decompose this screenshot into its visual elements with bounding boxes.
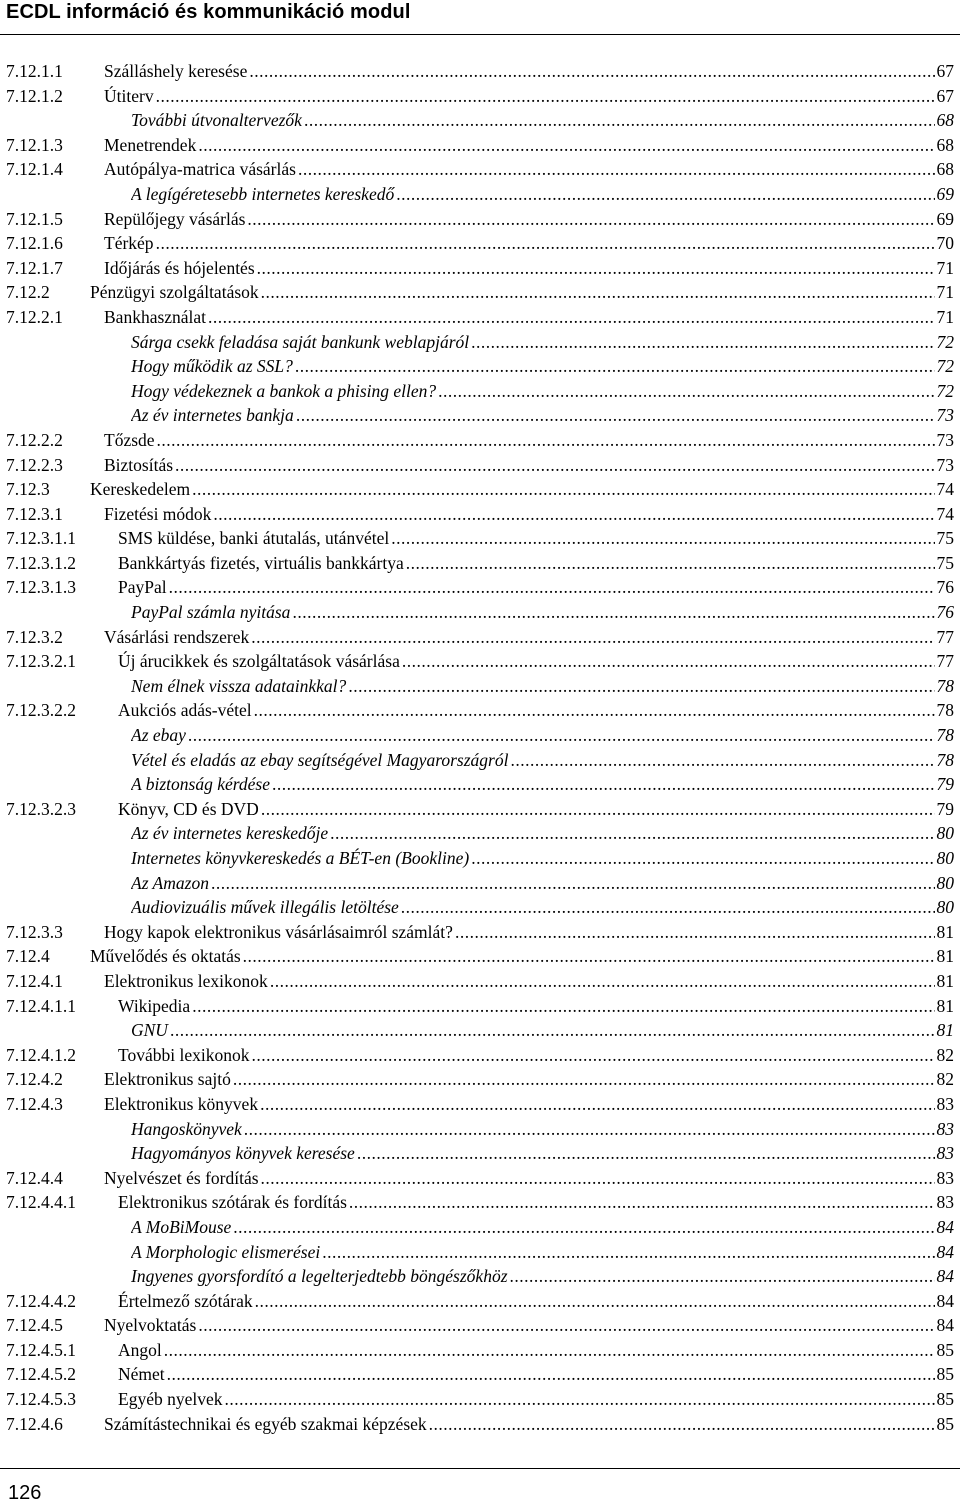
toc-dot-leader xyxy=(401,895,935,920)
toc-entry-page: 83 xyxy=(935,1092,955,1117)
toc-entry-label: Szálláshely keresése xyxy=(104,59,249,84)
toc-entry-number: 7.12.2.2 xyxy=(6,429,63,450)
toc-entry-number: 7.12.3.2.1 xyxy=(6,651,76,672)
toc-dot-leader xyxy=(261,280,935,305)
toc-entry-label: Új árucikkek és szolgáltatások vásárlása xyxy=(118,649,402,674)
toc-entry[interactable] xyxy=(0,182,960,207)
toc-entry-label: Nyelvoktatás xyxy=(104,1313,198,1338)
toc-dot-leader xyxy=(391,526,934,551)
toc-dot-leader xyxy=(406,551,935,576)
toc-entry-label: Könyv, CD és DVD xyxy=(118,797,261,822)
toc-entry-page: 78 xyxy=(935,674,955,699)
toc-entry[interactable] xyxy=(0,1092,960,1117)
toc-entry-number: 7.12.4.5.2 xyxy=(6,1364,76,1385)
toc-entry[interactable] xyxy=(0,600,960,625)
toc-entry-label: PayPal xyxy=(118,575,169,600)
toc-entry-label: Az év internetes bankja xyxy=(131,403,296,428)
page-header xyxy=(0,0,960,35)
toc-entry-page: 70 xyxy=(935,231,955,256)
toc-entry-number: 7.12.3.1.1 xyxy=(6,528,76,549)
toc-entry-label: Angol xyxy=(118,1338,164,1363)
toc-entry-page: 83 xyxy=(935,1117,955,1142)
toc-dot-leader xyxy=(438,379,934,404)
toc-dot-leader xyxy=(330,821,934,846)
toc-entry-page: 82 xyxy=(935,1043,955,1068)
toc-entry-number: 7.12.2 xyxy=(6,282,50,303)
toc-entry-page: 78 xyxy=(935,698,955,723)
toc-entry[interactable] xyxy=(0,477,960,502)
toc-entry-page: 69 xyxy=(935,182,955,207)
toc-entry-number: 7.12.2.3 xyxy=(6,454,63,475)
toc-entry[interactable] xyxy=(0,1067,960,1092)
toc-entry[interactable] xyxy=(0,526,960,551)
toc-entry[interactable] xyxy=(0,1117,960,1142)
toc-dot-leader xyxy=(471,330,934,355)
toc-entry[interactable] xyxy=(0,305,960,330)
toc-entry-number: 7.12.1.4 xyxy=(6,159,63,180)
toc-entry-number: 7.12.1.1 xyxy=(6,61,63,81)
toc-entry-label: A legígéretesebb internetes kereskedő xyxy=(131,182,396,207)
toc-entry-page: 85 xyxy=(935,1387,955,1412)
toc-entry[interactable] xyxy=(0,551,960,576)
page-footer xyxy=(0,1468,960,1510)
toc-entry[interactable] xyxy=(0,575,960,600)
toc-entry-page: 69 xyxy=(935,207,955,232)
header-title: ECDL információ és kommunikáció modul xyxy=(6,1,411,23)
toc-entry-page: 85 xyxy=(935,1362,955,1387)
toc-dot-leader xyxy=(295,354,935,379)
toc-entry-page: 68 xyxy=(935,157,955,182)
toc-entry-page: 74 xyxy=(935,502,955,527)
toc-entry-number: 7.12.4.5 xyxy=(6,1315,63,1336)
toc-entry[interactable] xyxy=(0,231,960,256)
toc-dot-leader xyxy=(224,1387,934,1412)
toc-entry-label: Vétel és eladás az ebay segítségével Magyarországról xyxy=(131,748,510,773)
toc-entry-label: GNU xyxy=(131,1018,170,1043)
toc-entry-number: 7.12.3.2.3 xyxy=(6,798,76,819)
toc-entry-page: 73 xyxy=(935,453,955,478)
toc-entry[interactable] xyxy=(0,108,960,133)
toc-entry-page: 81 xyxy=(935,920,955,945)
toc-entry-label: Útiterv xyxy=(104,84,156,109)
toc-dot-leader xyxy=(243,944,935,969)
toc-entry-label: Wikipedia xyxy=(118,994,192,1019)
toc-dot-leader xyxy=(348,674,934,699)
toc-entry[interactable] xyxy=(0,1264,960,1289)
toc-entry-page: 81 xyxy=(935,994,955,1019)
toc-dot-leader xyxy=(198,1313,934,1338)
toc-entry-page: 81 xyxy=(935,944,955,969)
toc-entry-page: 83 xyxy=(935,1166,955,1191)
toc-entry-page: 74 xyxy=(935,477,955,502)
toc-entry-number: 7.12.3.1 xyxy=(6,503,63,524)
toc-entry-number: 7.12.4.1 xyxy=(6,970,63,991)
toc-entry[interactable] xyxy=(0,649,960,674)
toc-entry[interactable] xyxy=(0,330,960,355)
toc-entry-page: 83 xyxy=(935,1141,955,1166)
toc-entry-page: 81 xyxy=(935,1018,955,1043)
toc-dot-leader xyxy=(211,871,935,896)
toc-entry[interactable] xyxy=(0,1141,960,1166)
toc-entry-page: 81 xyxy=(935,969,955,994)
toc-entry-label: Az ebay xyxy=(131,723,188,748)
toc-entry-page: 71 xyxy=(935,256,955,281)
toc-entry-page: 76 xyxy=(935,600,955,625)
toc-entry-label: Bankkártyás fizetés, virtuális bankkártya xyxy=(118,551,406,576)
toc-entry[interactable] xyxy=(0,207,960,232)
toc-entry-page: 79 xyxy=(935,797,955,822)
toc-entry[interactable] xyxy=(0,256,960,281)
toc-entry-label: Elektronikus sajtó xyxy=(104,1067,233,1092)
toc-dot-leader xyxy=(357,1141,935,1166)
toc-entry[interactable] xyxy=(0,1240,960,1265)
toc-entry[interactable] xyxy=(0,1190,960,1215)
toc-dot-leader xyxy=(156,84,935,109)
toc-dot-leader xyxy=(257,256,935,281)
toc-entry[interactable] xyxy=(0,157,960,182)
toc-dot-leader xyxy=(169,575,935,600)
toc-entry-label: Audiovizuális művek illegális letöltése xyxy=(131,895,401,920)
toc-dot-leader xyxy=(251,625,934,650)
toc-dot-leader xyxy=(208,305,934,330)
toc-entry-label: Elektronikus szótárak és fordítás xyxy=(118,1190,349,1215)
toc-dot-leader xyxy=(396,182,934,207)
toc-dot-leader xyxy=(164,1338,935,1363)
toc-entry-label: Sárga csekk feladása saját bankunk weblapjáról xyxy=(131,330,471,355)
toc-entry-number: 7.12.1.5 xyxy=(6,208,63,229)
toc-entry[interactable] xyxy=(0,994,960,1019)
table-of-contents xyxy=(0,59,960,1436)
toc-entry[interactable] xyxy=(0,698,960,723)
toc-entry-label: További útvonaltervezők xyxy=(131,108,304,133)
toc-entry-label: Számítástechnikai és egyéb szakmai képzések xyxy=(104,1412,429,1437)
toc-entry-number: 7.12.1.6 xyxy=(6,233,63,254)
toc-entry[interactable] xyxy=(0,871,960,896)
toc-entry-label: Hogy védekeznek a bankok a phising ellen? xyxy=(131,379,438,404)
toc-entry-page: 84 xyxy=(935,1313,955,1338)
toc-entry-label: Az Amazon xyxy=(131,871,211,896)
toc-entry[interactable] xyxy=(0,1362,960,1387)
toc-dot-leader xyxy=(261,1166,935,1191)
toc-entry-page: 80 xyxy=(935,846,955,871)
toc-entry-label: Értelmező szótárak xyxy=(118,1289,255,1314)
toc-entry-number: 7.12.4.5.3 xyxy=(6,1389,76,1410)
toc-dot-leader xyxy=(260,1092,934,1117)
toc-entry-number: 7.12.3.1.2 xyxy=(6,552,76,573)
toc-dot-leader xyxy=(192,994,934,1019)
toc-entry-page: 68 xyxy=(935,108,955,133)
toc-entry-label: A MoBiMouse xyxy=(131,1215,233,1240)
toc-entry-page: 79 xyxy=(935,772,955,797)
toc-entry[interactable] xyxy=(0,403,960,428)
toc-dot-leader xyxy=(255,1289,935,1314)
toc-entry-page: 80 xyxy=(935,821,955,846)
page-number: 126 xyxy=(8,1482,42,1504)
toc-dot-leader xyxy=(175,453,934,478)
toc-entry-number: 7.12.4.4.2 xyxy=(6,1290,76,1311)
toc-entry[interactable] xyxy=(0,969,960,994)
toc-entry-label: Menetrendek xyxy=(104,133,198,158)
toc-entry-label: Nem élnek vissza adatainkkal? xyxy=(131,674,348,699)
toc-entry-label: A biztonság kérdése xyxy=(131,772,272,797)
toc-entry-page: 84 xyxy=(935,1240,955,1265)
toc-dot-leader xyxy=(247,207,934,232)
toc-entry-label: Művelődés és oktatás xyxy=(90,944,243,969)
toc-entry-number: 7.12.4.1.2 xyxy=(6,1044,76,1065)
toc-entry-page: 84 xyxy=(935,1289,955,1314)
toc-entry[interactable] xyxy=(0,1166,960,1191)
toc-entry-page: 71 xyxy=(935,280,955,305)
toc-entry[interactable] xyxy=(0,1412,960,1437)
toc-entry-page: 77 xyxy=(935,649,955,674)
toc-dot-leader xyxy=(213,502,934,527)
toc-dot-leader xyxy=(261,797,935,822)
toc-dot-leader xyxy=(156,231,935,256)
toc-entry-number: 7.12.4.2 xyxy=(6,1069,63,1090)
toc-entry-page: 82 xyxy=(935,1067,955,1092)
toc-entry-number: 7.12.4.1.1 xyxy=(6,995,76,1016)
toc-entry[interactable] xyxy=(0,920,960,945)
toc-entry-number: 7.12.3.2.2 xyxy=(6,700,76,721)
toc-entry-label: Biztosítás xyxy=(104,453,175,478)
toc-entry[interactable] xyxy=(0,354,960,379)
toc-dot-leader xyxy=(167,1362,935,1387)
toc-entry-label: A Morphologic elismerései xyxy=(131,1240,322,1265)
toc-entry-number: 7.12.3.3 xyxy=(6,921,63,942)
toc-entry[interactable] xyxy=(0,797,960,822)
toc-entry-label: Vásárlási rendszerek xyxy=(104,625,251,650)
toc-entry-number: 7.12.3.2 xyxy=(6,626,63,647)
toc-entry[interactable] xyxy=(0,1043,960,1068)
toc-entry-page: 75 xyxy=(935,551,955,576)
toc-entry[interactable] xyxy=(0,1387,960,1412)
toc-entry-number: 7.12.3.1.3 xyxy=(6,577,76,598)
toc-entry[interactable] xyxy=(0,846,960,871)
toc-dot-leader xyxy=(298,157,935,182)
toc-entry[interactable] xyxy=(0,1338,960,1363)
toc-entry-label: Hangoskönyvek xyxy=(131,1117,244,1142)
toc-entry-page: 75 xyxy=(935,526,955,551)
toc-dot-leader xyxy=(188,723,935,748)
toc-dot-leader xyxy=(251,1043,934,1068)
toc-entry-page: 80 xyxy=(935,871,955,896)
toc-dot-leader xyxy=(402,649,935,674)
toc-entry-label: Egyéb nyelvek xyxy=(118,1387,224,1412)
toc-entry[interactable] xyxy=(0,674,960,699)
toc-entry[interactable] xyxy=(0,428,960,453)
toc-entry-label: Német xyxy=(118,1362,167,1387)
toc-entry-page: 72 xyxy=(935,379,955,404)
toc-entry-page: 78 xyxy=(935,723,955,748)
toc-entry-page: 68 xyxy=(935,133,955,158)
toc-dot-leader xyxy=(429,1412,935,1437)
toc-entry-page: 72 xyxy=(935,354,955,379)
toc-entry[interactable] xyxy=(0,1018,960,1043)
toc-entry[interactable] xyxy=(0,133,960,158)
toc-entry-number: 7.12.4.3 xyxy=(6,1093,63,1114)
toc-entry-page: 67 xyxy=(935,84,955,109)
toc-entry-label: Kereskedelem xyxy=(90,477,192,502)
toc-entry[interactable] xyxy=(0,944,960,969)
toc-entry[interactable] xyxy=(0,625,960,650)
toc-entry-label: SMS küldése, banki átutalás, utánvétel xyxy=(118,526,391,551)
toc-entry-label: Autópálya-matrica vásárlás xyxy=(104,157,298,182)
toc-entry[interactable] xyxy=(0,379,960,404)
toc-entry-label: Hogy működik az SSL? xyxy=(131,354,295,379)
toc-entry-label: Tőzsde xyxy=(104,428,157,453)
toc-entry[interactable] xyxy=(0,772,960,797)
toc-dot-leader xyxy=(455,920,935,945)
toc-entry[interactable] xyxy=(0,502,960,527)
toc-entry-number: 7.12.1.3 xyxy=(6,134,63,155)
toc-dot-leader xyxy=(244,1117,935,1142)
toc-entry-page: 83 xyxy=(935,1190,955,1215)
toc-entry[interactable] xyxy=(0,59,960,84)
toc-entry-page: 84 xyxy=(935,1215,955,1240)
toc-entry-page: 67 xyxy=(935,59,955,84)
toc-entry-label: Ingyenes gyorsfordító a legelterjedtebb böngészőkhöz xyxy=(131,1264,510,1289)
toc-entry-label: Aukciós adás-vétel xyxy=(118,698,254,723)
toc-entry-label: Fizetési módok xyxy=(104,502,213,527)
toc-entry-label: Nyelvészet és fordítás xyxy=(104,1166,261,1191)
toc-entry-label: További lexikonok xyxy=(118,1043,251,1068)
toc-dot-leader xyxy=(254,698,935,723)
toc-entry[interactable] xyxy=(0,821,960,846)
toc-dot-leader xyxy=(233,1067,935,1092)
toc-dot-leader xyxy=(157,428,935,453)
toc-dot-leader xyxy=(270,969,935,994)
toc-entry-number: 7.12.4.6 xyxy=(6,1413,63,1434)
toc-entry-label: Hogy kapok elektronikus vásárlásaimról számlát? xyxy=(104,920,455,945)
toc-entry-page: 72 xyxy=(935,330,955,355)
toc-entry-label: Az év internetes kereskedője xyxy=(131,821,330,846)
toc-dot-leader xyxy=(510,748,934,773)
toc-entry-label: Elektronikus könyvek xyxy=(104,1092,260,1117)
toc-entry-page: 73 xyxy=(935,428,955,453)
toc-entry[interactable] xyxy=(0,280,960,305)
toc-dot-leader xyxy=(304,108,935,133)
toc-entry-label: Időjárás és hójelentés xyxy=(104,256,257,281)
toc-entry-page: 80 xyxy=(935,895,955,920)
toc-entry-page: 85 xyxy=(935,1412,955,1437)
toc-entry[interactable] xyxy=(0,1313,960,1338)
toc-entry-label: Repülőjegy vásárlás xyxy=(104,207,247,232)
toc-entry-page: 84 xyxy=(935,1264,955,1289)
toc-dot-leader xyxy=(510,1264,935,1289)
toc-entry-label: Térkép xyxy=(104,231,156,256)
toc-entry-number: 7.12.4 xyxy=(6,946,50,967)
toc-entry-page: 71 xyxy=(935,305,955,330)
toc-entry[interactable] xyxy=(0,895,960,920)
toc-dot-leader xyxy=(233,1215,934,1240)
toc-dot-leader xyxy=(170,1018,935,1043)
toc-entry-number: 7.12.4.4.1 xyxy=(6,1192,76,1213)
toc-entry-label: Elektronikus lexikonok xyxy=(104,969,270,994)
toc-entry-label: PayPal számla nyitása xyxy=(131,600,292,625)
toc-dot-leader xyxy=(471,846,934,871)
toc-dot-leader xyxy=(296,403,935,428)
toc-entry-page: 77 xyxy=(935,625,955,650)
toc-entry-number: 7.12.4.5.1 xyxy=(6,1339,76,1360)
toc-entry[interactable] xyxy=(0,84,960,109)
toc-entry-number: 7.12.3 xyxy=(6,479,50,500)
toc-dot-leader xyxy=(322,1240,934,1265)
toc-entry[interactable] xyxy=(0,1215,960,1240)
toc-entry-page: 85 xyxy=(935,1338,955,1363)
toc-entry-number: 7.12.1.2 xyxy=(6,85,63,106)
toc-entry-page: 76 xyxy=(935,575,955,600)
toc-entry[interactable] xyxy=(0,453,960,478)
toc-entry[interactable] xyxy=(0,723,960,748)
toc-entry-number: 7.12.2.1 xyxy=(6,306,63,327)
toc-dot-leader xyxy=(272,772,934,797)
toc-dot-leader xyxy=(349,1190,935,1215)
toc-entry[interactable] xyxy=(0,1289,960,1314)
toc-entry-label: Bankhasználat xyxy=(104,305,208,330)
toc-entry[interactable] xyxy=(0,748,960,773)
toc-entry-label: Hagyományos könyvek keresése xyxy=(131,1141,357,1166)
toc-entry-page: 78 xyxy=(935,748,955,773)
toc-entry-page: 73 xyxy=(935,403,955,428)
toc-entry-number: 7.12.4.4 xyxy=(6,1167,63,1188)
toc-dot-leader xyxy=(292,600,934,625)
toc-entry-label: Pénzügyi szolgáltatások xyxy=(90,280,261,305)
toc-dot-leader xyxy=(192,477,934,502)
toc-dot-leader xyxy=(249,59,934,84)
toc-dot-leader xyxy=(198,133,934,158)
toc-entry-label: Internetes könyvkereskedés a BÉT-en (Bookline) xyxy=(131,846,471,871)
toc-entry-number: 7.12.1.7 xyxy=(6,257,63,278)
